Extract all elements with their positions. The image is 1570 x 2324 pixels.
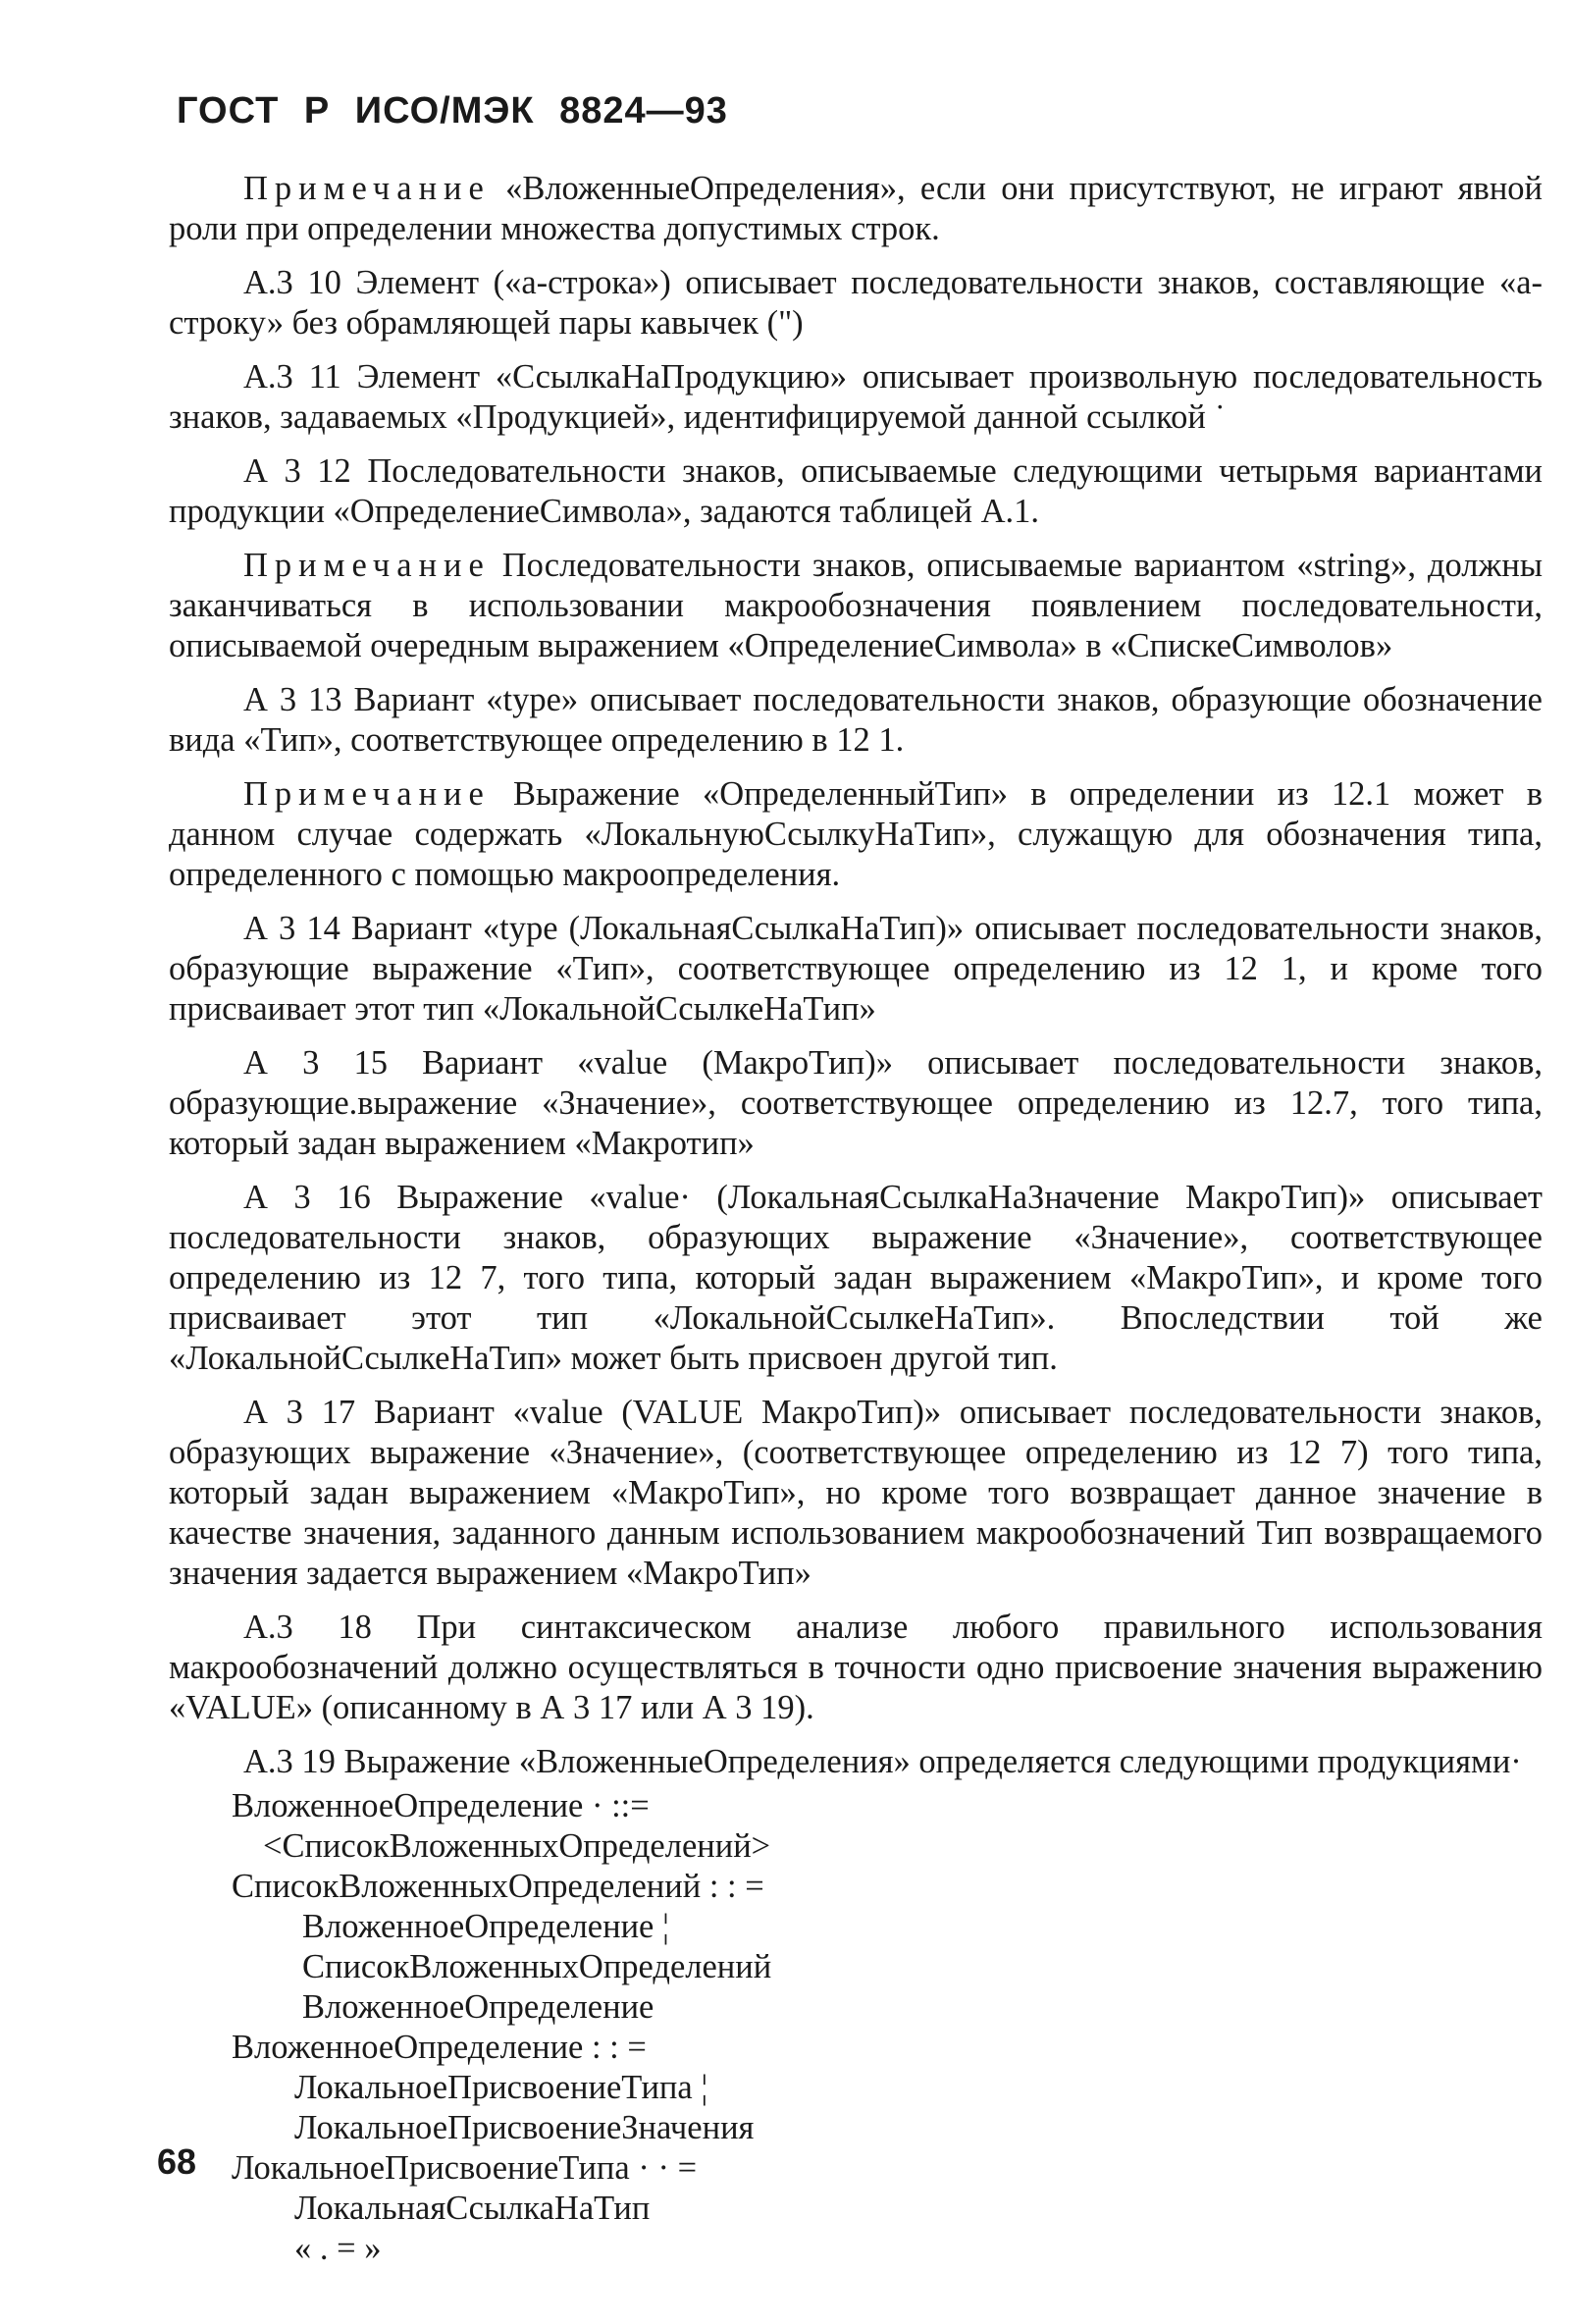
paragraph-text: А 3 13 Вариант «type» описывает последовательности знаков, образующие обозначение вида «Тип», соответствующее определению в 12 1. xyxy=(169,681,1543,759)
note-label: Примечание xyxy=(243,170,491,207)
note-paragraph xyxy=(169,546,1543,666)
paragraph-text: Выражение «ОпределенныйТип» в определении из 12.1 может в данном случае содержать «ЛокальнуюСсылкуНаТип», служащую для обозначения типа, определенного с помощью макроопределения. xyxy=(169,775,1543,893)
note-paragraph xyxy=(169,169,1543,249)
paragraph-text: Последовательности знаков, описываемые вариантом «string», должны заканчиваться в использовании макрообозначения появлением последовательности, описываемой очередным выражением «ОпределениеСимвола» в «СпискеСимволов» xyxy=(169,547,1543,664)
paragraph-text: А.3 18 При синтаксическом анализе любого правильного использования макрообозначений должно осуществляться в точности одно присвоение значения выражению «VALUE» (описанному в А 3 17 или А 3 19). xyxy=(169,1609,1543,1726)
paragraph-text: А.3 11 Элемент «СсылкаНаПродукцию» описывает произвольную последовательность знаков, задаваемых «Продукцией», идентифицируемой данной ссылкой ˙ xyxy=(169,358,1543,436)
body-paragraph xyxy=(169,357,1543,438)
paragraph-text: А.3 10 Элемент («а-строка») описывает последовательности знаков, составляющие «а-строку» без обрамляющей пары кавычек (") xyxy=(169,264,1543,342)
body-paragraph xyxy=(169,1742,1543,1782)
note-label: Примечание xyxy=(243,775,491,813)
body-paragraph xyxy=(169,680,1543,761)
body-paragraph xyxy=(169,451,1543,532)
paragraph-text: А 3 14 Вариант «type (ЛокальнаяСсылкаНаТип)» описывает последовательности знаков, образующие выражение «Тип», соответствующее определению из 12 1, и кроме того присваивает этот тип «ЛокальнойСсылкеНаТип» xyxy=(169,910,1543,1028)
document-header: ГОСТ Р ИСО/МЭК 8824—93 xyxy=(177,90,728,132)
paragraph-text: А 3 12 Последовательности знаков, описываемые следующими четырьмя вариантами продукции «ОпределениеСимвола», задаются таблицей А.1. xyxy=(169,452,1543,530)
paragraph-text: «ВложенныеОпределения», если они присутствуют, не играют явной роли при определении множества допустимых строк. xyxy=(169,170,1543,247)
body-paragraph xyxy=(169,1043,1543,1164)
document-body xyxy=(169,169,1543,2269)
paragraph-text: А 3 16 Выражение «value· (ЛокальнаяСсылкаНаЗначение МакроТип)» описывает последовательности знаков, образующих выражение «Значение», соответствующее определению из 12 7, того типа, который задан выражением «МакроТип», и кроме того присваивает этот тип «ЛокальнойСсылкеНаТип». Впоследствии той же «ЛокальнойСсылкеНаТип» может быть присвоен другой тип. xyxy=(169,1179,1543,1377)
production-line: <СписокВложенныхОпределений> xyxy=(263,1827,771,1865)
production-line: ЛокальноеПрисвоениеТипа · · = xyxy=(232,2149,698,2187)
body-paragraph xyxy=(169,1608,1543,1728)
production-line: СписокВложенныхОпределений xyxy=(302,1948,772,1985)
production-line: ЛокальнаяСсылкаНаТип xyxy=(294,2190,651,2227)
production-line: СписокВложенныхОпределений : : = xyxy=(232,1868,764,1905)
production-line: ВложенноеОпределение ¦ xyxy=(302,1908,669,1945)
production-line: ВложенноеОпределение · ::= xyxy=(232,1787,650,1824)
paragraph-text: А.3 19 Выражение «ВложенныеОпределения» определяется следующими продукциями· xyxy=(243,1743,1522,1780)
production-list xyxy=(169,1786,1543,2269)
production-line: « . = » xyxy=(294,2230,382,2267)
body-paragraph xyxy=(169,263,1543,343)
body-paragraph xyxy=(169,909,1543,1030)
production-line: ЛокальноеПрисвоениеТипа ¦ xyxy=(294,2069,708,2106)
production-line: ЛокальноеПрисвоениеЗначения xyxy=(294,2109,755,2146)
production-line: ВложенноеОпределение : : = xyxy=(232,2029,647,2066)
paragraph-list xyxy=(169,169,1543,1782)
note-paragraph xyxy=(169,774,1543,895)
page-number: 68 xyxy=(157,2141,197,2182)
paragraph-text: А 3 17 Вариант «value (VALUE МакроТип)» описывает последовательности знаков, образующих выражение «Значение», (соответствующее определению из 12 7) того типа, который задан выражением «МакроТип», но кроме того возвращает данное значение в качестве значения, заданного данным использованием макрообозначений Тип возвращаемого значения задается выражением «МакроТип» xyxy=(169,1394,1543,1592)
body-paragraph xyxy=(169,1178,1543,1379)
body-paragraph xyxy=(169,1393,1543,1594)
note-label: Примечание xyxy=(243,547,491,584)
production-line: ВложенноеОпределение xyxy=(302,1988,654,2026)
paragraph-text: А 3 15 Вариант «value (МакроТип)» описывает последовательности знаков, образующие.выражение «Значение», соответствующее определению из 12.7, того типа, который задан выражением «Макротип» xyxy=(169,1044,1543,1162)
